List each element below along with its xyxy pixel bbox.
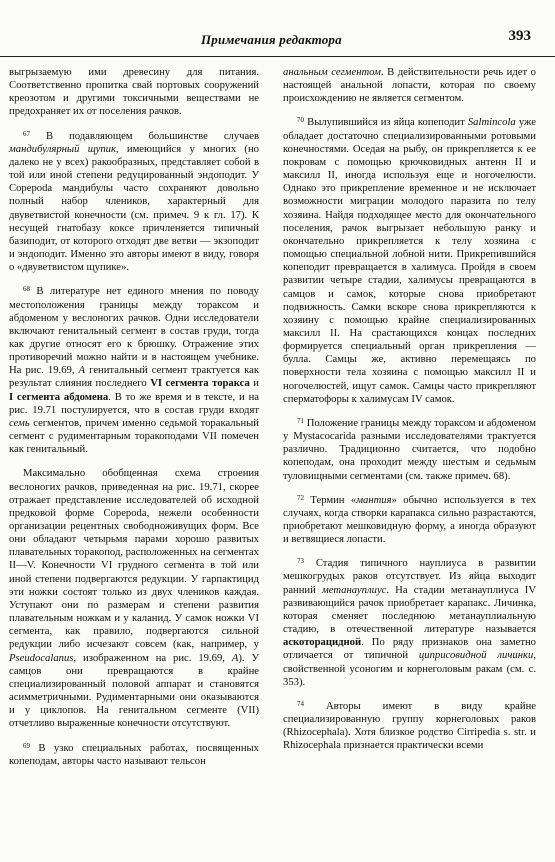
term: мандибулярный щупик <box>9 143 116 155</box>
text: , имеющийся у многих (но далеко не у всех) ракообразных, представляет собой в той или иной степени редуцированный эндоподит. У Copepoda мандибулы часто сохраняют довольно полный набор члеников, характерный для двуветвистой конечности (см. примеч. 9 к гл. 17). К несущей гнатобазу коксе причленяется типичный базиподит, от которого отходят две ветви — экзоподит и эндоподит. Именно это авторы имеют в виду, говоря о «двуветвистом щупике». <box>9 143 259 274</box>
text: . На стадии метанауплиуса IV развивающийся рачок приобретает карапакс. Личинка, которая сменяет последнюю метанауплиальную стадию, в отечественной литературе называется <box>283 584 537 636</box>
footnote-68 <box>9 285 259 456</box>
emphasis: семь <box>9 417 30 429</box>
bold-term: аскоторацидной <box>283 637 362 649</box>
text: Термин « <box>310 494 357 506</box>
term: анальным сегментом <box>283 67 381 78</box>
paragraph-continued: выгрызаемую ими древесину для питания. Соответственно пропитка свай портовых сооружений креозотом и другими токсичными веществами не предохраняет их от поселения рачков. <box>9 67 259 118</box>
note-number: 73 <box>297 557 304 566</box>
text: Стадия типичного науплиуса в развитии мешкогрудых раков отсутствует. Из яйца выходит ранний <box>283 558 536 596</box>
term: циприсовидной личинки <box>418 650 534 662</box>
text: ). У самцов они превращаются в крайне специализированный половой аппарат и становятся асимметричными. Рудиментарными они оказываются и у циклопов. На генитальном сегменте (VII) отчетливо выраженные конечности отсутствуют. <box>9 652 259 730</box>
page-header <box>0 22 555 58</box>
footnote-74 <box>283 700 536 753</box>
bold-term: I сегмента абдомена <box>9 391 109 403</box>
note-number: 70 <box>297 116 304 125</box>
left-column <box>9 66 259 779</box>
text: Вылупившийся из яйца копеподит <box>307 117 468 129</box>
text: . В действительности речь идет о настоящей анальной лопасти, которая по своему происхождению не является сегментом. <box>283 67 536 105</box>
text: уже обладает достаточно специализированными ротовыми конечностями. Оседая на рыбу, он прикрепляется к ее покровам с помощью крючковидных антенн II и максилл II, иногда используя еще и ногочелюсти. Однако это прикрепление временное и не исключает возможности миграции молодого паразита по телу хозяина. Найдя подходящее место для окончательного поселения, рачок выгрызает небольшую ранку и окончательно прикрепляется к телу хозяина с помощью специальной лобной нити. Прикрепившийся копеподит превращается в халимуса. Пройдя в своем развитии четыре стадии, халимусы превращаются в самцов и самок, которые снова приобретают подвижность. Самки вскоре снова прикрепляются к хозяину с помощью крайне специализированных максилл II. На срастающихся концах последних формируется специальный орган прикрепления — булла. Самцы же, активно перемещаясь по поверхности тела хозяина с помощью максилл II и ногочелюстей, ищут самок. Самцы часто прикрепляют сперматофоры к халимусам IV самок. <box>283 117 536 405</box>
text: В узко специальных работах, посвященных копеподам, авторы часто называют тельсон <box>9 742 259 767</box>
term: мантия <box>356 494 392 506</box>
text: В литературе нет единого мнения по поводу местоположения границы между тораксом и абдоменом у веслоногих рачков. Одни исследователи включают генитальный сегмент в состав груди, тогда как другие относят его к брюшку. Отражение этих противоречий можно найти и в настоящем учебнике. На рис. 19.69, <box>9 286 259 377</box>
paragraph <box>9 467 259 730</box>
term: метанауплиус <box>321 584 387 596</box>
header-rule <box>0 56 555 57</box>
text: Максимально обобщенная схема строения веслоногих рачков, приведенная на рис. 19.71, скорее отражает представление исследователей об исходной предковой форме Copepoda, нежели особенности организации рецентных свободноживущих форм. Все они обладают четырьмя парами хорошо развитых плавательных торакопод, расположенных на сегментах II—V. Конечности VI грудного сегмента в той или иной степени подвергаются редукции. У гарпактицид эти ножки состоят только из двух члеников каждая. Уступают они по размерам и степени развития плавательным ножкам и у каланид. У самок ножки VI сегмента, как правило, подвергаются сильной редукции либо исчезают совсем (как, например, у <box>9 468 259 651</box>
footnote-67 <box>9 130 259 275</box>
footnote-72 <box>283 494 536 547</box>
footnote-73 <box>283 557 536 689</box>
text: и <box>249 378 260 390</box>
figure-ref: А <box>231 652 239 664</box>
text: , изображенном на рис. 19.69, <box>73 652 232 664</box>
taxon: Pseudocalanus <box>9 652 74 664</box>
right-column <box>283 66 536 764</box>
figure-ref: А <box>78 365 86 377</box>
note-number: 74 <box>297 699 304 708</box>
note-number: 72 <box>297 493 304 502</box>
note-number: 69 <box>23 741 30 750</box>
text: » обычно используется в тех случаях, когда створки карапакса сильно разрастаются, приобретают мешковидную форму, а иногда образуют и ветвящиеся лопасти. <box>283 494 536 546</box>
text: генитальный сегмент трактуется как результат слияния последнего <box>9 365 260 390</box>
text: В подавляющем большинстве случаев <box>45 130 259 142</box>
footnote-69 <box>9 742 259 768</box>
paragraph-continued <box>283 66 536 105</box>
note-number: 67 <box>23 129 30 138</box>
text: сегментов, причем именно седьмой торакальный сегмент с рудиментарным торакоподами VII помечен как генитальный. <box>9 417 259 456</box>
taxon: Salmincola <box>467 117 516 129</box>
text: Положение границы между тораксом и абдоменом у Mystacocarida разными исследователями трактуется различно. Традиционно считается, что подобно копеподам, она проходит между шестым и седьмым туловищными сегментами (см. также примеч. 68). <box>283 417 536 482</box>
note-number: 68 <box>23 285 30 294</box>
text: , свойственной усоногим и корнеголовым ракам (см. с. 353). <box>283 650 536 688</box>
footnote-70 <box>283 116 536 405</box>
text: Авторы имеют в виду крайне специализированную группу корнеголовых раков (Rhizocephala). Хотя близкое родство Cirripedia s. str. и Rhizocephala признается практически всеми <box>283 700 536 752</box>
bold-term: VI сегмента торакса <box>150 378 250 390</box>
text: . В то же время и в тексте, и на рис. 19.71 постулируется, что в состав груди входят <box>9 391 259 416</box>
note-number: 71 <box>297 416 304 425</box>
text: . По ряду признаков она заметно отличается от типичной <box>283 637 536 662</box>
page-number: 393 <box>508 28 531 44</box>
footnote-71 <box>283 417 536 483</box>
running-head: Примечания редактора <box>201 32 342 47</box>
